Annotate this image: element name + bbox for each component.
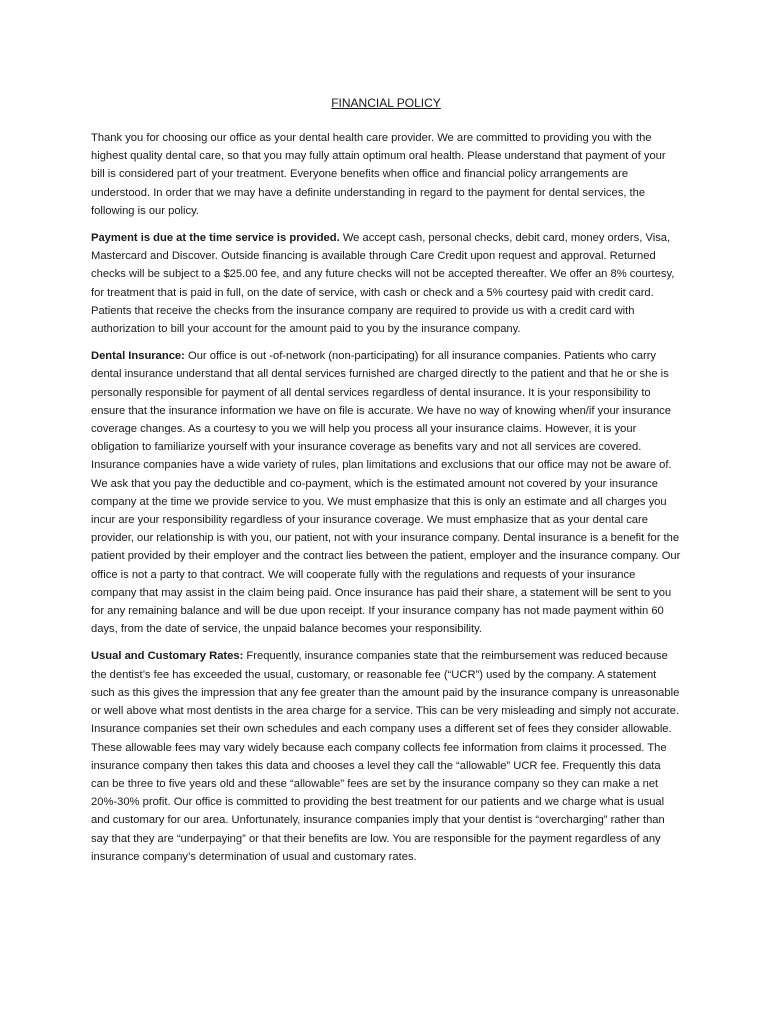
usual-customary-body: Frequently, insurance companies state that the reimbursement was reduced because the dentist’s fee has exceeded the usual, customary, or reasonable fee (“UCR”) used by the company. A statement such as this gives the impression that any fee greater than the amount paid by the insurance company is unreasonable or well above what most dentists in the area charge for a service. This can be very misleading and simply not accurate. Insurance companies set their own schedules and each company uses a different set of fees they consider allowable. These allowable fees may vary widely because each company collects fee information from claims it processed. The insurance company then takes this data and chooses a level they call the “allowable” UCR fee. Frequently this data can be three to five years old and these “allowable” fees are set by the insurance company so they can make a net 20%-30% profit. Our office is committed to providing the best treatment for our patients and we charge what is usual and customary for our area. Unfortunately, insurance companies imply that your dentist is “overcharging” rather than say that they are “underpaying” or that their benefits are low. You are responsible for the payment regardless of any insurance company’s determination of usual and customary rates. [91,650,680,863]
payment-heading: Payment is due at the time service is provided. [91,232,340,245]
financial-policy-page [91,96,681,875]
intro-paragraph: Thank you for choosing our office as your dental health care provider. We are committed to providing you with the highest quality dental care, so that you may fully attain optimum oral health. Please understand that payment of your bill is considered part of your treatment. Everyone benefits when office and financial policy arrangements are understood. In order that we may have a definite understanding in regard to the payment for dental services, the following is our policy. [91,132,666,217]
dental-insurance-heading: Dental Insurance: [91,350,185,363]
dental-insurance-section [91,347,681,638]
document-title: FINANCIAL POLICY [331,96,441,110]
payment-section [91,229,681,338]
usual-customary-heading: Usual and Customary Rates: [91,650,244,663]
usual-customary-section [91,647,681,865]
dental-insurance-body: Our office is out -of-network (non-participating) for all insurance companies. Patients who carry dental insurance understand that all dental services furnished are charged directly to the patient and that he or she is personally responsible for payment of all dental services regardless of dental insurance. It is your responsibility to ensure that the insurance information we have on file is accurate. We have no way of knowing when/if your insurance coverage changes. As a courtesy to you we will help you process all your insurance claims. However, it is your obligation to familiarize yourself with your insurance coverage as benefits vary and not all services are covered. Insurance companies have a wide variety of rules, plan limitations and exclusions that our office may not be aware of. We ask that you pay the deductible and co-payment, which is the estimated amount not covered by your insurance company at the time we provide service to you. We must emphasize that this is only an estimate and all charges you incur are your responsibility regardless of your insurance coverage. We must emphasize that as your dental care provider, our relationship is with you, our patient, not with your insurance company. Dental insurance is a benefit for the patient provided by their employer and the contract lies between the patient, employer and the insurance company. Our office is not a party to that contract. We will cooperate fully with the regulations and requests of your insurance company that may assist in the claim being paid. Once insurance has paid their share, a statement will be sent to you for any remaining balance and will be due upon receipt. If your insurance company has not made payment within 60 days, from the date of service, the unpaid balance becomes your responsibility. [91,350,681,636]
payment-body: We accept cash, personal checks, debit card, money orders, Visa, Mastercard and Discover. Outside financing is available through Care Credit upon request and approval. Returned checks will be subject to a $25.00 fee, and any future checks will not be accepted thereafter. We offer an 8% courtesy, for treatment that is paid in full, on the date of service, with cash or check and a 5% courtesy paid with credit card. Patients that receive the checks from the insurance company are required to provide us with a credit card with authorization to bill your account for the amount paid to you by the insurance company. [91,232,675,336]
